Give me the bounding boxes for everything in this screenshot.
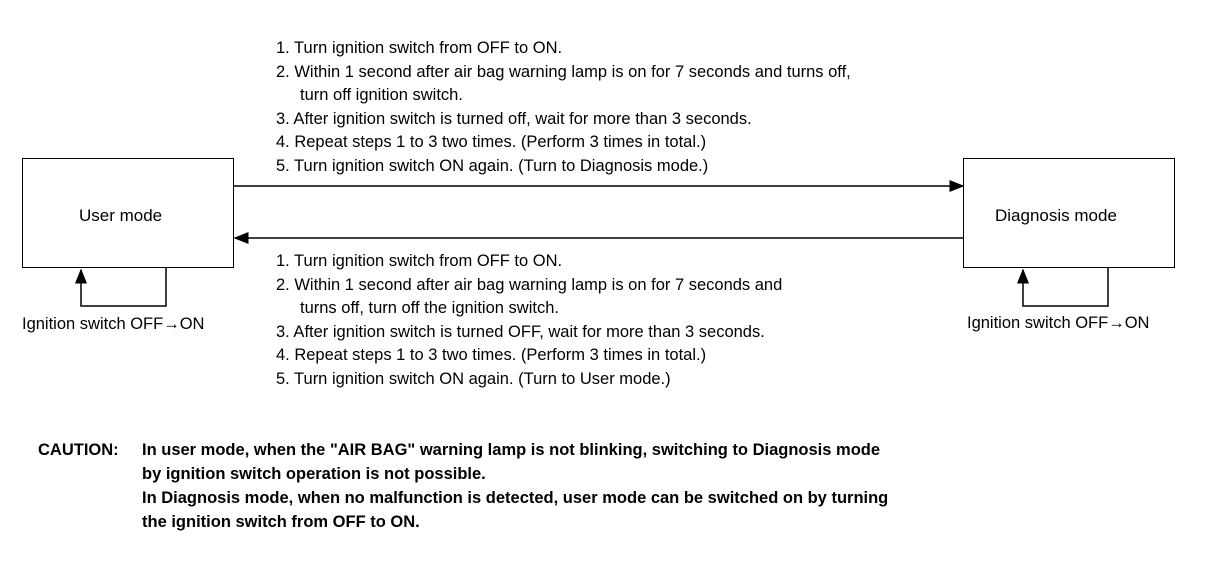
step-item: 2. Within 1 second after air bag warning lamp is on for 7 seconds and turns off, turn off the ignition switch.	[276, 275, 783, 317]
step-item: 2. Within 1 second after air bag warning lamp is on for 7 seconds and turns off, turn off ignition switch.	[276, 62, 851, 104]
diagnosis-mode-reset-caption: Ignition switch OFF→ON	[967, 314, 1150, 332]
step-item: 3. After ignition switch is turned off, wait for more than 3 seconds.	[276, 109, 752, 128]
caution-line: the ignition switch from OFF to ON.	[142, 513, 420, 531]
caution-heading: CAUTION:	[38, 441, 119, 459]
caution-note	[38, 438, 888, 534]
step-item: 5. Turn ignition switch ON again. (Turn to Diagnosis mode.)	[276, 156, 709, 175]
user-mode-label: User mode	[79, 206, 163, 225]
caution-line: In Diagnosis mode, when no malfunction is detected, user mode can be switched on by turning	[142, 489, 889, 507]
caution-line: In user mode, when the "AIR BAG" warning lamp is not blinking, switching to Diagnosis mode	[142, 441, 881, 459]
caution-line: by ignition switch operation is not possible.	[142, 465, 486, 483]
to-user-steps	[276, 250, 782, 391]
user-self-loop-arrow	[81, 268, 166, 306]
step-item: 4. Repeat steps 1 to 3 two times. (Perform 3 times in total.)	[276, 346, 707, 364]
diagnosis-self-loop-arrow	[1023, 268, 1108, 306]
step-item: 4. Repeat steps 1 to 3 two times. (Perform 3 times in total.)	[276, 133, 707, 151]
to-diagnosis-steps	[276, 37, 851, 178]
step-item: 1. Turn ignition switch from OFF to ON.	[276, 252, 563, 270]
step-item: 5. Turn ignition switch ON again. (Turn to User mode.)	[276, 369, 671, 388]
step-item: 1. Turn ignition switch from OFF to ON.	[276, 39, 563, 57]
step-item: 3. After ignition switch is turned OFF, wait for more than 3 seconds.	[276, 322, 765, 341]
user-mode-reset-caption: Ignition switch OFF→ON	[22, 315, 205, 333]
diagnosis-mode-label: Diagnosis mode	[995, 206, 1117, 225]
